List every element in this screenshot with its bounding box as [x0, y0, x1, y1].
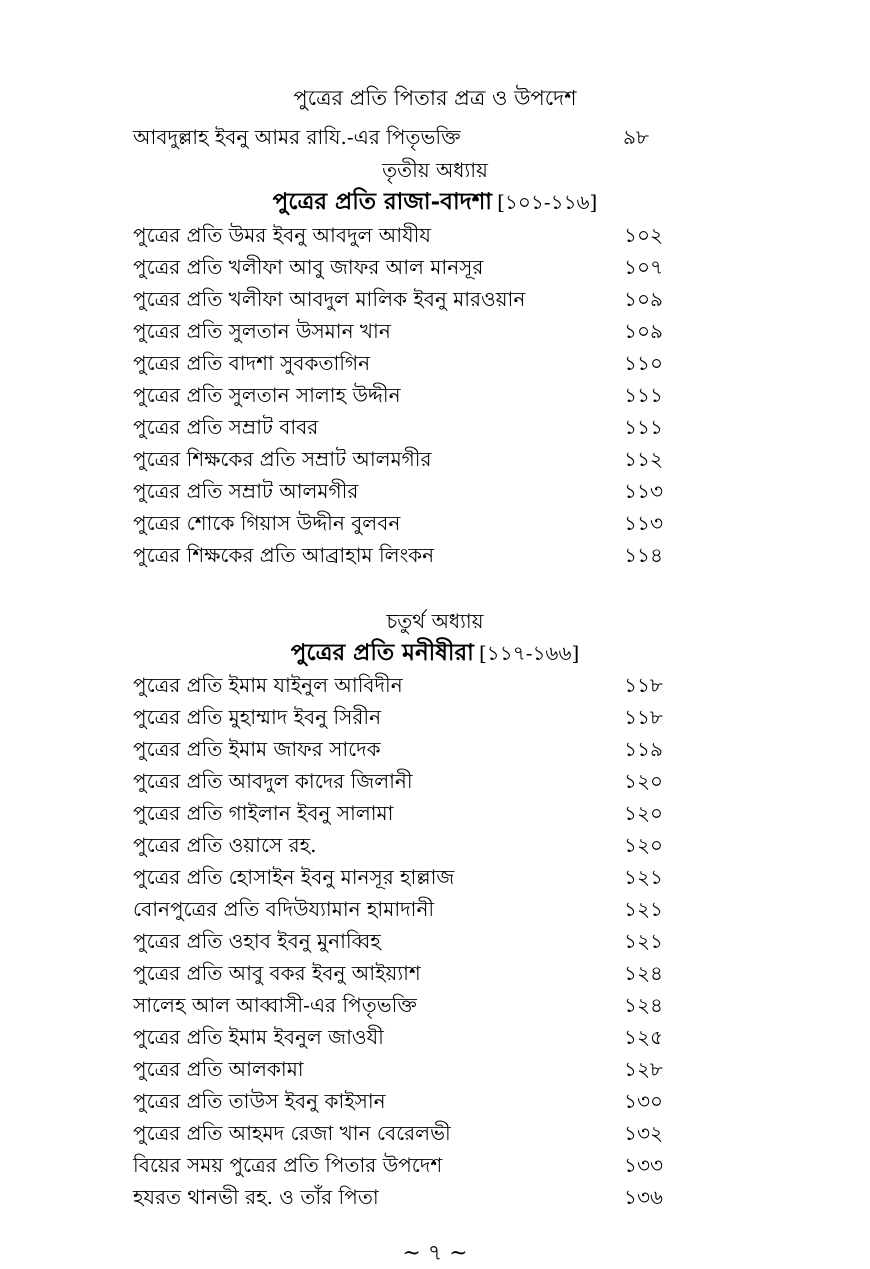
toc-row — [133, 379, 663, 411]
entry-title: পুত্রের প্রতি সম্রাট আলমগীর — [133, 479, 359, 503]
entry-page-number: ১২০ — [624, 801, 663, 825]
entry-title: পুত্রের প্রতি খলীফা আবু জাফর আল মানসূর — [133, 255, 484, 279]
entry-title: পুত্রের শোকে গিয়াস উদ্দীন বুলবন — [133, 511, 401, 535]
entry-page-number: ১১২ — [624, 447, 663, 471]
entry-title: পুত্রের প্রতি মুহাম্মাদ ইবনু সিরীন — [133, 705, 382, 729]
entry-page-number: ১৩২ — [624, 1121, 663, 1145]
entry-page-number: ১০৭ — [624, 255, 663, 279]
toc-row — [133, 251, 663, 283]
entry-page-number: ১১৪ — [624, 543, 663, 567]
toc-row — [133, 701, 663, 733]
entry-page-number: ১২১ — [624, 897, 663, 921]
entry-title: পুত্রের প্রতি ইমাম জাফর সাদেক — [133, 737, 381, 761]
entry-page-number: ১১৮ — [624, 705, 663, 729]
entry-page-number: ১২১ — [624, 865, 663, 889]
chapter-4-page-range: [১১৭-১৬৬] — [478, 641, 580, 665]
entry-page-number: ১২৪ — [624, 993, 663, 1017]
entry-page-number: ১২০ — [624, 833, 663, 857]
chapter-3-title: পুত্রের প্রতি রাজা-বাদশা — [272, 188, 492, 215]
entry-title: পুত্রের প্রতি ওহাব ইবনু মুনাব্বিহ — [133, 929, 381, 953]
entry-title: পুত্রের প্রতি সুলতান উসমান খান — [133, 319, 391, 343]
entry-page-number: ১০৯ — [624, 319, 663, 343]
toc-row — [133, 957, 663, 989]
toc-row — [133, 347, 663, 379]
entry-title: পুত্রের প্রতি ইমাম যাইনুল আবিদীন — [133, 673, 403, 697]
toc-row — [133, 1117, 663, 1149]
entry-title: পুত্রের শিক্ষকের প্রতি সম্রাট আলমগীর — [133, 447, 432, 471]
toc-row — [133, 829, 663, 861]
page-folio: ~ ৭ ~ — [402, 1241, 468, 1266]
toc-row — [133, 1181, 663, 1213]
entry-page-number: ১০২ — [624, 223, 663, 247]
toc-row — [133, 861, 663, 893]
entry-title: পুত্রের প্রতি উমর ইবনু আবদুল আযীয — [133, 223, 431, 247]
entry-title: পুত্রের প্রতি হোসাইন ইবনু মানসূর হাল্লাজ — [133, 865, 455, 889]
toc-row — [133, 507, 663, 539]
entry-title: পুত্রের প্রতি ইমাম ইবনুল জাওযী — [133, 1025, 384, 1049]
entry-page-number: ১১৩ — [624, 511, 663, 535]
entry-title: পুত্রের প্রতি সম্রাট বাবর — [133, 415, 319, 439]
entry-title: পুত্রের প্রতি আহমদ রেজা খান বেরেলভী — [133, 1121, 451, 1145]
entry-page-number: ১৩০ — [624, 1089, 663, 1113]
chapter-3-page-range: [১০১-১১৬] — [497, 190, 598, 214]
toc-row — [133, 1149, 663, 1181]
entry-title: পুত্রের প্রতি বাদশা সুবকতাগিন — [133, 351, 371, 375]
entry-title: পুত্রের প্রতি খলীফা আবদুল মালিক ইবনু মারওয়ান — [133, 287, 526, 311]
toc-row — [133, 669, 663, 701]
entry-page-number: ১১০ — [624, 351, 663, 375]
toc-row-intro — [133, 121, 663, 153]
entry-page-number: ১২৪ — [624, 961, 663, 985]
entry-page-number: ১৩৬ — [624, 1185, 663, 1209]
toc-row — [133, 539, 663, 571]
toc-row — [133, 315, 663, 347]
entry-page-number: ১০৯ — [624, 287, 663, 311]
entry-page-number: ১১১ — [624, 383, 663, 407]
toc-row — [133, 411, 663, 443]
chapter-4-title: পুত্রের প্রতি মনীষীরা — [290, 639, 474, 666]
entry-title: বোনপুত্রের প্রতি বদিউয্যামান হামাদানী — [133, 897, 435, 921]
entry-title: পুত্রের প্রতি আলকামা — [133, 1057, 304, 1081]
entry-title: পুত্রের শিক্ষকের প্রতি আব্রাহাম লিংকন — [133, 543, 435, 567]
entry-page-number: ১১১ — [624, 415, 663, 439]
toc-row — [133, 797, 663, 829]
running-header: পুত্রের প্রতি পিতার প্রত্র ও উপদেশ — [293, 86, 577, 110]
toc-row — [133, 989, 663, 1021]
entry-page-number: ১১৮ — [624, 673, 663, 697]
chapter-4-label: চতুর্থ অধ্যায় — [386, 609, 484, 633]
chapter-3-heading — [0, 186, 870, 220]
entry-page-number: ১২৮ — [624, 1057, 663, 1081]
toc-row — [133, 1085, 663, 1117]
entry-title: হযরত থানভী রহ. ও তাঁর পিতা — [133, 1185, 379, 1209]
entry-title: পুত্রের প্রতি গাইলান ইবনু সালামা — [133, 801, 394, 825]
entry-title: পুত্রের প্রতি ওয়াসে রহ. — [133, 833, 317, 857]
toc-row — [133, 925, 663, 957]
toc-row — [133, 893, 663, 925]
toc-row — [133, 1021, 663, 1053]
entry-title: পুত্রের প্রতি আবু বকর ইবনু আইয়্যাশ — [133, 961, 421, 985]
entry-title: পুত্রের প্রতি আবদুল কাদের জিলানী — [133, 769, 413, 793]
entry-title: আবদুল্লাহ ইবনু আমর রাযি.-এর পিতৃভক্তি — [133, 125, 461, 149]
entry-title: সালেহ আল আব্বাসী-এর পিতৃভক্তি — [133, 993, 417, 1017]
toc-row — [133, 443, 663, 475]
entry-page-number: ১২০ — [624, 769, 663, 793]
toc-row — [133, 219, 663, 251]
entry-title: বিয়ের সময় পুত্রের প্রতি পিতার উপদেশ — [133, 1153, 443, 1177]
toc-row — [133, 475, 663, 507]
chapter-3-label: তৃতীয় অধ্যায় — [382, 158, 488, 182]
entry-page-number: ৯৮ — [623, 125, 649, 149]
entry-title: পুত্রের প্রতি সুলতান সালাহ উদ্দীন — [133, 383, 401, 407]
toc-row — [133, 1053, 663, 1085]
entry-page-number: ১১৩ — [624, 479, 663, 503]
entry-page-number: ১২৫ — [624, 1025, 663, 1049]
entry-page-number: ১১৯ — [624, 737, 663, 761]
entry-title: পুত্রের প্রতি তাউস ইবনু কাইসান — [133, 1089, 386, 1113]
entry-page-number: ১২১ — [624, 929, 663, 953]
toc-row — [133, 283, 663, 315]
entry-page-number: ১৩৩ — [624, 1153, 663, 1177]
toc-row — [133, 733, 663, 765]
toc-row — [133, 765, 663, 797]
chapter-4-heading — [0, 637, 870, 671]
